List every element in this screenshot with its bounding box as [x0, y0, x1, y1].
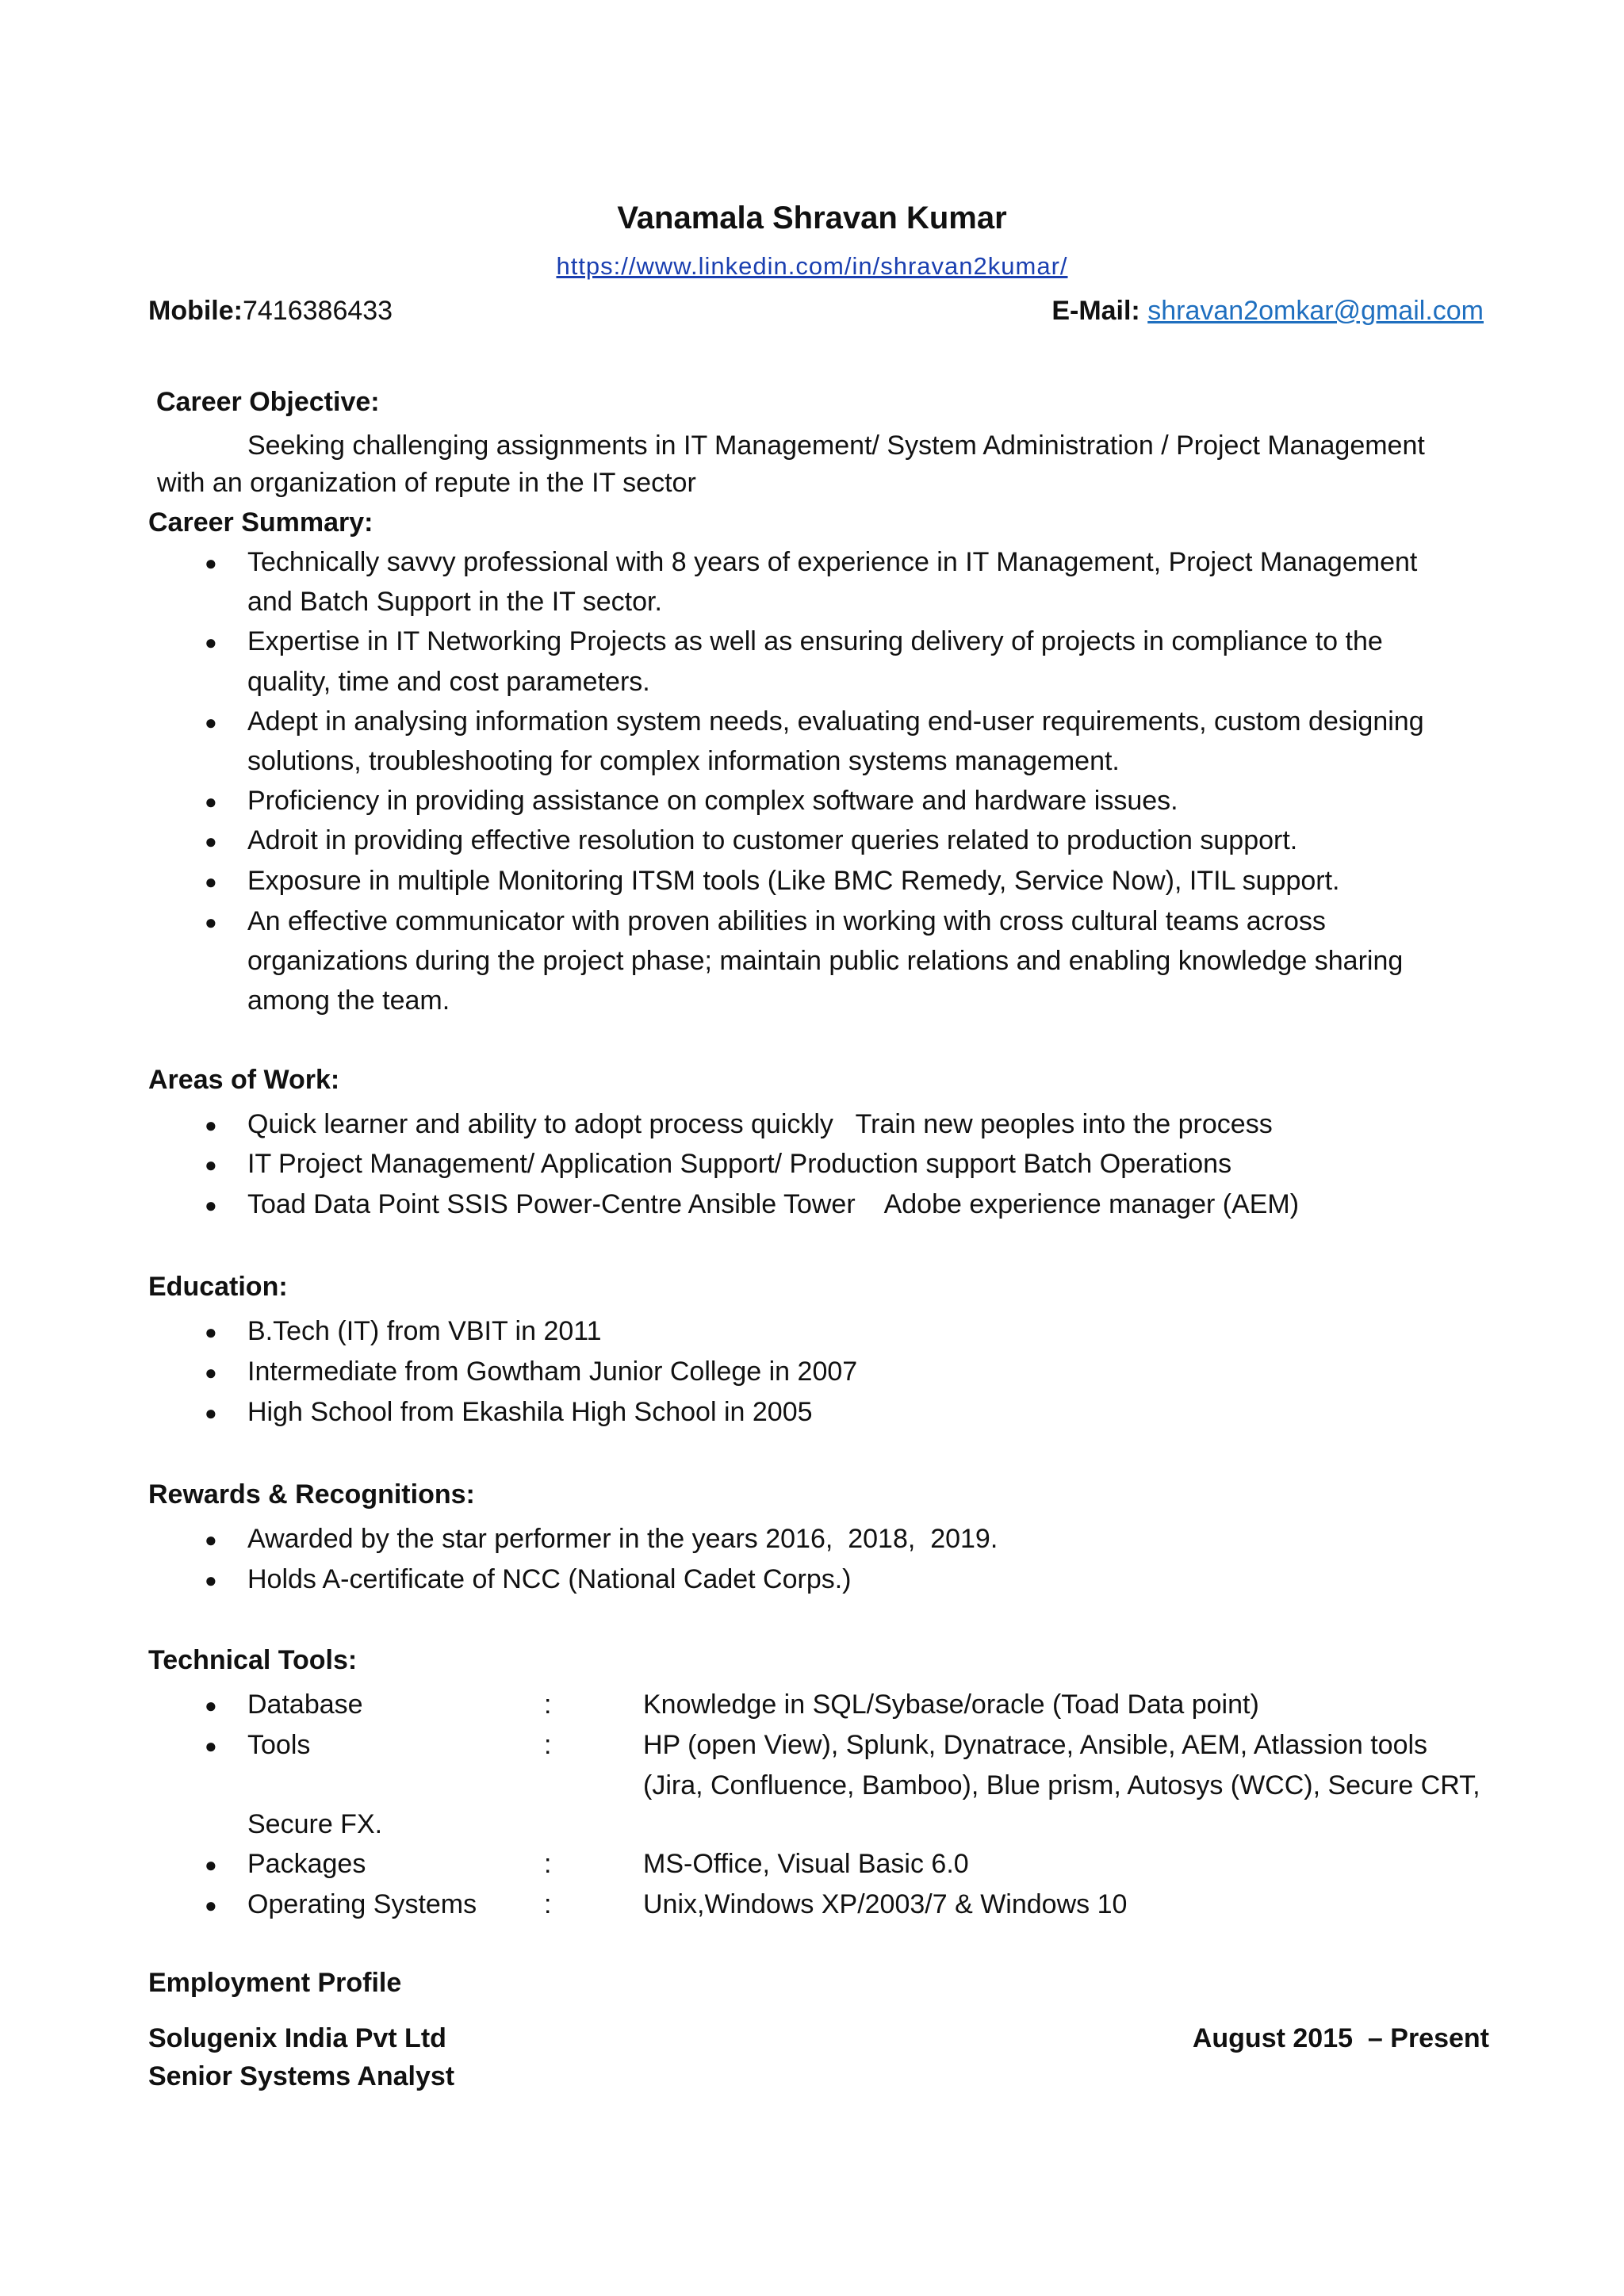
education-heading: Education:	[148, 1272, 288, 1302]
bullet-icon: ●	[205, 551, 217, 575]
tool-label: Database	[247, 1689, 363, 1720]
candidate-name: Vanamala Shravan Kumar	[617, 201, 1007, 235]
summary-item-line: solutions, troubleshooting for complex information systems management.	[247, 746, 1120, 776]
bullet-icon: ●	[205, 1320, 217, 1344]
email-label: E-Mail:	[1051, 296, 1140, 326]
summary-item-line: quality, time and cost parameters.	[247, 667, 650, 697]
education-item: Intermediate from Gowtham Junior College in 2007	[247, 1357, 858, 1387]
employment-dates: August 2015 – Present	[1192, 2023, 1489, 2053]
tool-value: Secure FX.	[247, 1809, 383, 1839]
bullet-icon: ●	[205, 829, 217, 853]
career-objective-heading: Career Objective:	[156, 387, 380, 417]
summary-item-line: Technically savvy professional with 8 years of experience in IT Management, Project Management	[247, 547, 1418, 577]
bullet-icon: ●	[205, 1153, 217, 1177]
tool-value: Unix,Windows XP/2003/7 & Windows 10	[643, 1889, 1128, 1919]
bullet-icon: ●	[205, 1893, 217, 1917]
areas-item: Toad Data Point SSIS Power-Centre Ansible Tower Adobe experience manager (AEM)	[247, 1189, 1300, 1219]
rewards-item: Holds A-certificate of NCC (National Cadet Corps.)	[247, 1564, 852, 1594]
summary-item-line: Adroit in providing effective resolution to customer queries related to production support.	[247, 825, 1298, 855]
tool-value: HP (open View), Splunk, Dynatrace, Ansible, AEM, Atlassion tools	[643, 1730, 1428, 1760]
bullet-icon: ●	[205, 1528, 217, 1552]
tool-label: Operating Systems	[247, 1889, 477, 1919]
technical-tools-heading: Technical Tools:	[148, 1645, 358, 1675]
bullet-icon: ●	[205, 870, 217, 894]
bullet-icon: ●	[205, 910, 217, 934]
summary-item-line: and Batch Support in the IT sector.	[247, 587, 662, 617]
linkedin-link[interactable]: https://www.linkedin.com/in/shravan2kumar/	[556, 252, 1068, 280]
mobile-value: 7416386433	[242, 296, 393, 326]
email-line	[1051, 296, 1484, 327]
tool-separator: :	[544, 1889, 552, 1919]
rewards-item: Awarded by the star performer in the years 2016, 2018, 2019.	[247, 1524, 998, 1554]
bullet-icon: ●	[205, 1568, 217, 1592]
bullet-icon: ●	[205, 1113, 217, 1137]
bullet-icon: ●	[205, 1360, 217, 1384]
bullet-icon: ●	[205, 1693, 217, 1717]
summary-item-line: Proficiency in providing assistance on complex software and hardware issues.	[247, 786, 1178, 816]
career-objective-line: with an organization of repute in the IT sector	[157, 468, 696, 498]
bullet-icon: ●	[205, 1853, 217, 1877]
tool-separator: :	[544, 1730, 552, 1760]
tool-value: (Jira, Confluence, Bamboo), Blue prism, Autosys (WCC), Secure CRT,	[643, 1770, 1480, 1800]
career-objective-line: Seeking challenging assignments in IT Management/ System Administration / Project Management	[247, 430, 1425, 461]
education-item: B.Tech (IT) from VBIT in 2011	[247, 1316, 602, 1346]
employment-heading: Employment Profile	[148, 1968, 402, 1998]
summary-item-line: among the team.	[247, 985, 450, 1016]
job-role: Senior Systems Analyst	[148, 2061, 455, 2091]
company-name: Solugenix India Pvt Ltd	[148, 2023, 446, 2053]
summary-item-line: Exposure in multiple Monitoring ITSM tools (Like BMC Remedy, Service Now), ITIL support.	[247, 866, 1340, 896]
areas-of-work-heading: Areas of Work:	[148, 1065, 340, 1095]
areas-item: IT Project Management/ Application Support/ Production support Batch Operations	[247, 1149, 1232, 1179]
mobile-label: Mobile:	[148, 296, 243, 326]
bullet-icon: ●	[205, 630, 217, 654]
tool-separator: :	[544, 1689, 552, 1720]
summary-item-line: Expertise in IT Networking Projects as well as ensuring delivery of projects in compliance to the	[247, 626, 1383, 656]
tool-value: MS-Office, Visual Basic 6.0	[643, 1849, 969, 1879]
summary-item-line: organizations during the project phase; maintain public relations and enabling knowledge sharing	[247, 946, 1404, 976]
tool-label: Packages	[247, 1849, 366, 1879]
bullet-icon: ●	[205, 1401, 217, 1425]
career-summary-heading: Career Summary:	[148, 507, 373, 538]
email-link[interactable]: shravan2omkar@gmail.com	[1147, 296, 1484, 326]
mobile-line	[148, 296, 393, 327]
areas-item: Quick learner and ability to adopt process quickly Train new peoples into the process	[247, 1109, 1273, 1139]
tool-label: Tools	[247, 1730, 311, 1760]
rewards-heading: Rewards & Recognitions:	[148, 1479, 475, 1510]
education-item: High School from Ekashila High School in 2005	[247, 1397, 813, 1427]
summary-item-line: Adept in analysing information system needs, evaluating end-user requirements, custom designing	[247, 706, 1424, 737]
bullet-icon: ●	[205, 710, 217, 734]
bullet-icon: ●	[205, 1193, 217, 1217]
summary-item-line: An effective communicator with proven abilities in working with cross cultural teams across	[247, 906, 1326, 936]
bullet-icon: ●	[205, 790, 217, 813]
bullet-icon: ●	[205, 1734, 217, 1758]
tool-separator: :	[544, 1849, 552, 1879]
tool-value: Knowledge in SQL/Sybase/oracle (Toad Data point)	[643, 1689, 1259, 1720]
